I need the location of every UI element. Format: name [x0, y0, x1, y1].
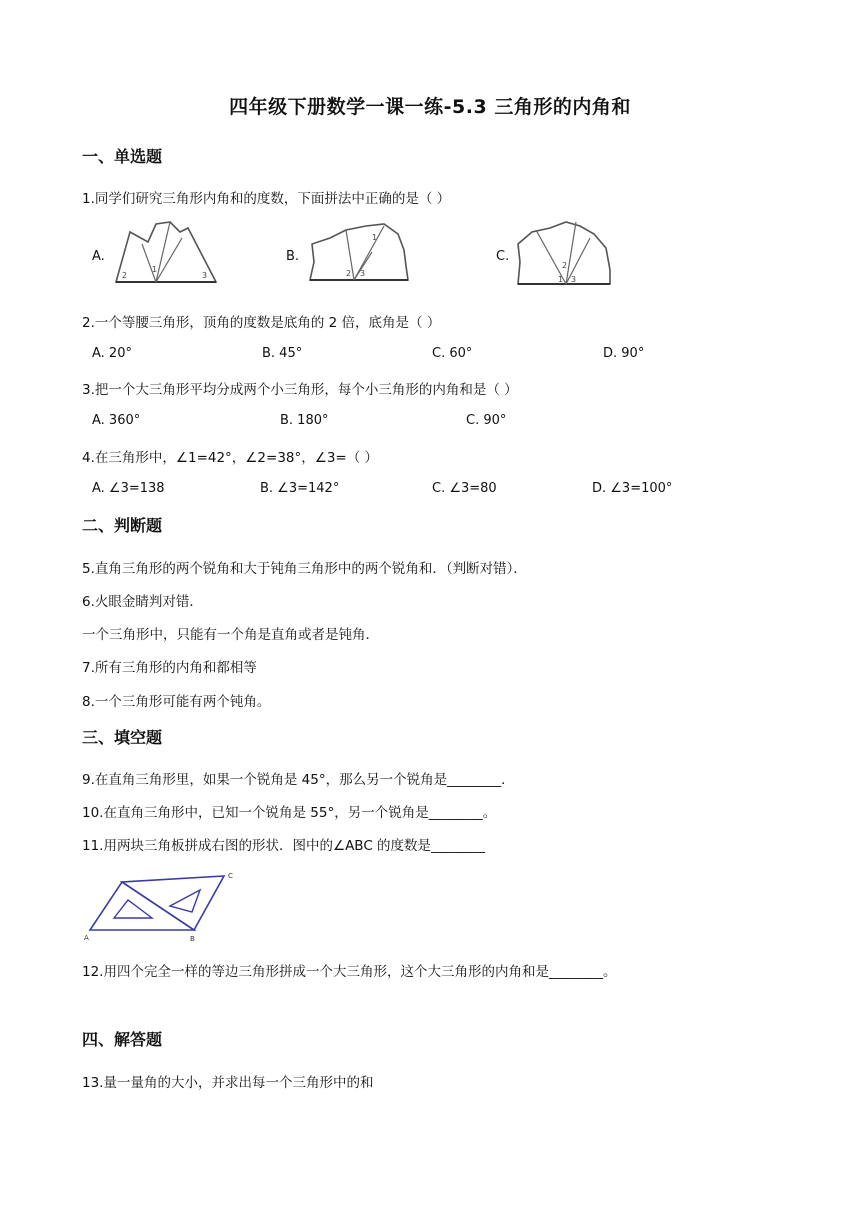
q1-figure-b — [306, 222, 412, 284]
question-13: 13.量一量角的大小，并求出每一个三角形中的和 — [82, 1075, 374, 1091]
q1-fig-a-label: 1 — [152, 265, 158, 274]
q2-option-a: A. 20° — [92, 346, 132, 361]
page-title: 四年级下册数学一课一练-5.3 三角形的内角和 — [229, 96, 631, 118]
q1-option-b: B. — [286, 249, 300, 264]
q2-option-b: B. 45° — [262, 346, 303, 361]
question-12: 12.用四个完全一样的等边三角形拼成一个大三角形，这个大三角形的内角和是________。 — [82, 964, 617, 980]
q2-option-d: D. 90° — [603, 346, 645, 361]
q3-option-b: B. 180° — [280, 413, 329, 428]
q1-fig-c-label: 1 — [558, 275, 564, 284]
section-heading-fill-blank: 三、填空题 — [82, 728, 163, 747]
q11-vertex-label: C — [228, 872, 233, 880]
question-10: 10.在直角三角形中，已知一个锐角是 55°，另一个锐角是________。 — [82, 805, 497, 821]
q4-option-d: D. ∠3=100° — [592, 481, 673, 496]
q11-vertex-label: B — [190, 935, 195, 943]
q1-figure-c — [514, 218, 614, 288]
q1-fig-a-label: 3 — [202, 271, 208, 280]
q2-option-c: C. 60° — [432, 346, 473, 361]
question-1: 1.同学们研究三角形内角和的度数，下面拼法中正确的是（ ） — [82, 191, 451, 207]
q1-option-c: C. — [496, 249, 510, 264]
q1-fig-b-label: 2 — [346, 269, 352, 278]
question-11: 11.用两块三角板拼成右图的形状．图中的∠ABC 的度数是________ — [82, 838, 486, 854]
question-7: 7.所有三角形的内角和都相等 — [82, 660, 257, 676]
q4-option-a: A. ∠3=138 — [92, 481, 165, 496]
q1-fig-c-label: 2 — [562, 261, 568, 270]
section-heading-answer: 四、解答题 — [82, 1030, 163, 1049]
q3-option-c: C. 90° — [466, 413, 507, 428]
section-heading-single-choice: 一、单选题 — [82, 147, 163, 166]
q4-option-b: B. ∠3=142° — [260, 481, 340, 496]
q1-option-a: A. — [92, 249, 105, 264]
section-heading-true-false: 二、判断题 — [82, 516, 163, 535]
q1-fig-c-label: 3 — [571, 275, 577, 284]
q1-fig-b-label: 3 — [360, 269, 366, 278]
question-5: 5.直角三角形的两个锐角和大于钝角三角形中的两个锐角和．（判断对错）． — [82, 561, 527, 577]
q4-option-c: C. ∠3=80 — [432, 481, 497, 496]
q1-fig-b-label: 1 — [372, 233, 378, 242]
q3-option-a: A. 360° — [92, 413, 141, 428]
question-6-statement: 一个三角形中，只能有一个角是直角或者是钝角． — [82, 627, 379, 643]
q1-fig-a-label: 2 — [122, 271, 128, 280]
q11-vertex-label: A — [84, 934, 89, 942]
question-9: 9.在直角三角形里，如果一个锐角是 45°，那么另一个锐角是________． — [82, 772, 515, 788]
question-3: 3.把一个大三角形平均分成两个小三角形，每个小三角形的内角和是（ ） — [82, 382, 518, 398]
q1-figure-a — [112, 218, 222, 286]
question-8: 8.一个三角形可能有两个钝角。 — [82, 694, 271, 710]
question-2: 2.一个等腰三角形，顶角的度数是底角的 2 倍，底角是（ ） — [82, 315, 441, 331]
question-4: 4.在三角形中，∠1=42°，∠2=38°，∠3=（ ） — [82, 450, 379, 466]
q11-set-square-figure — [82, 868, 242, 944]
question-6: 6.火眼金睛判对错． — [82, 594, 203, 610]
